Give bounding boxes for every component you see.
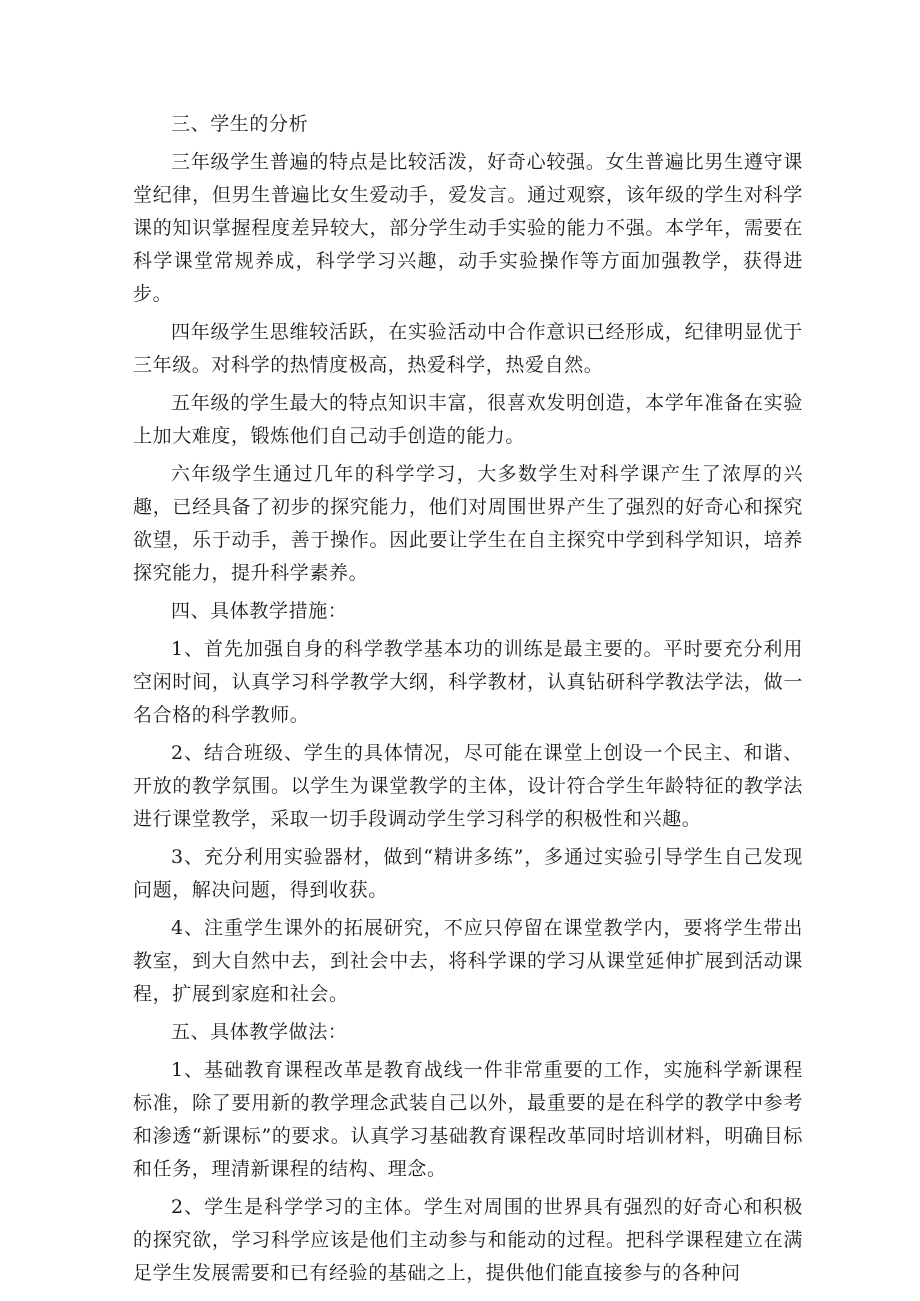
paragraph-grade4: 四年级学生思维较活跃，在实验活动中合作意识已经形成，纪律明显优于三年级。对科学的热情度极高，热爱科学，热爱自然。	[133, 321, 803, 376]
paragraph-grade3: 三年级学生普遍的特点是比较活泼，好奇心较强。女生普遍比男生遵守课堂纪律，但男生普遍比女生爱动手，爱发言。通过观察，该年级的学生对科学课的知识掌握程度差异较大，部分学生动手实验的能力不强。本学年，需要在科学课堂常规养成，科学学习兴趣，动手实验操作等方面加强教学，获得进步。	[133, 151, 803, 305]
paragraph-measure-2: 2、结合班级、学生的具体情况，尽可能在课堂上创设一个民主、和谐、开放的教学氛围。以学生为课堂教学的主体，设计符合学生年龄特征的教学法进行课堂教学，采取一切手段调动学生学习科学的积极性和兴趣。	[133, 742, 803, 830]
paragraph-measure-1: 1、首先加强自身的科学教学基本功的训练是最主要的。平时要充分利用空闲时间，认真学习科学教学大纲，科学教材，认真钻研科学教法学法，做一名合格的科学教师。	[133, 638, 803, 726]
paragraph-method-2: 2、学生是科学学习的主体。学生对周围的世界具有强烈的好奇心和积极的探究欲，学习科学应该是他们主动参与和能动的过程。把科学课程建立在满足学生发展需要和已有经验的基础之上，提供他们能直接参与的各种问	[133, 1196, 803, 1284]
paragraph-measure-4: 4、注重学生课外的拓展研究，不应只停留在课堂教学内，要将学生带出教室，到大自然中去，到社会中去，将科学课的学习从课堂延伸扩展到活动课程，扩展到家庭和社会。	[133, 917, 803, 1005]
paragraph-method-1: 1、基础教育课程改革是教育战线一件非常重要的工作，实施科学新课程标准，除了要用新的教学理念武装自己以外，最重要的是在科学的教学中参考和渗透“新课标”的要求。认真学习基础教育课程改革同时培训材料，明确目标和任务，理清新课程的结构、理念。	[133, 1059, 803, 1180]
paragraph-measure-3: 3、充分利用实验器材，做到“精讲多练”，多通过实验引导学生自己发现问题，解决问题，得到收获。	[133, 846, 803, 901]
section-heading-teaching-measures: 四、具体教学措施：	[171, 600, 348, 622]
section-heading-teaching-methods: 五、具体教学做法：	[171, 1021, 348, 1043]
paragraph-grade6: 六年级学生通过几年的科学学习，大多数学生对科学课产生了浓厚的兴趣，已经具备了初步的探究能力，他们对周围世界产生了强烈的好奇心和探究欲望，乐于动手，善于操作。因此要让学生在自主探究中学到科学知识，培养探究能力，提升科学素养。	[133, 463, 803, 584]
paragraph-grade5: 五年级的学生最大的特点知识丰富，很喜欢发明创造，本学年准备在实验上加大难度，锻炼他们自己动手创造的能力。	[133, 392, 803, 447]
section-heading-student-analysis: 三、学生的分析	[171, 113, 309, 135]
document-body	[133, 108, 803, 1295]
